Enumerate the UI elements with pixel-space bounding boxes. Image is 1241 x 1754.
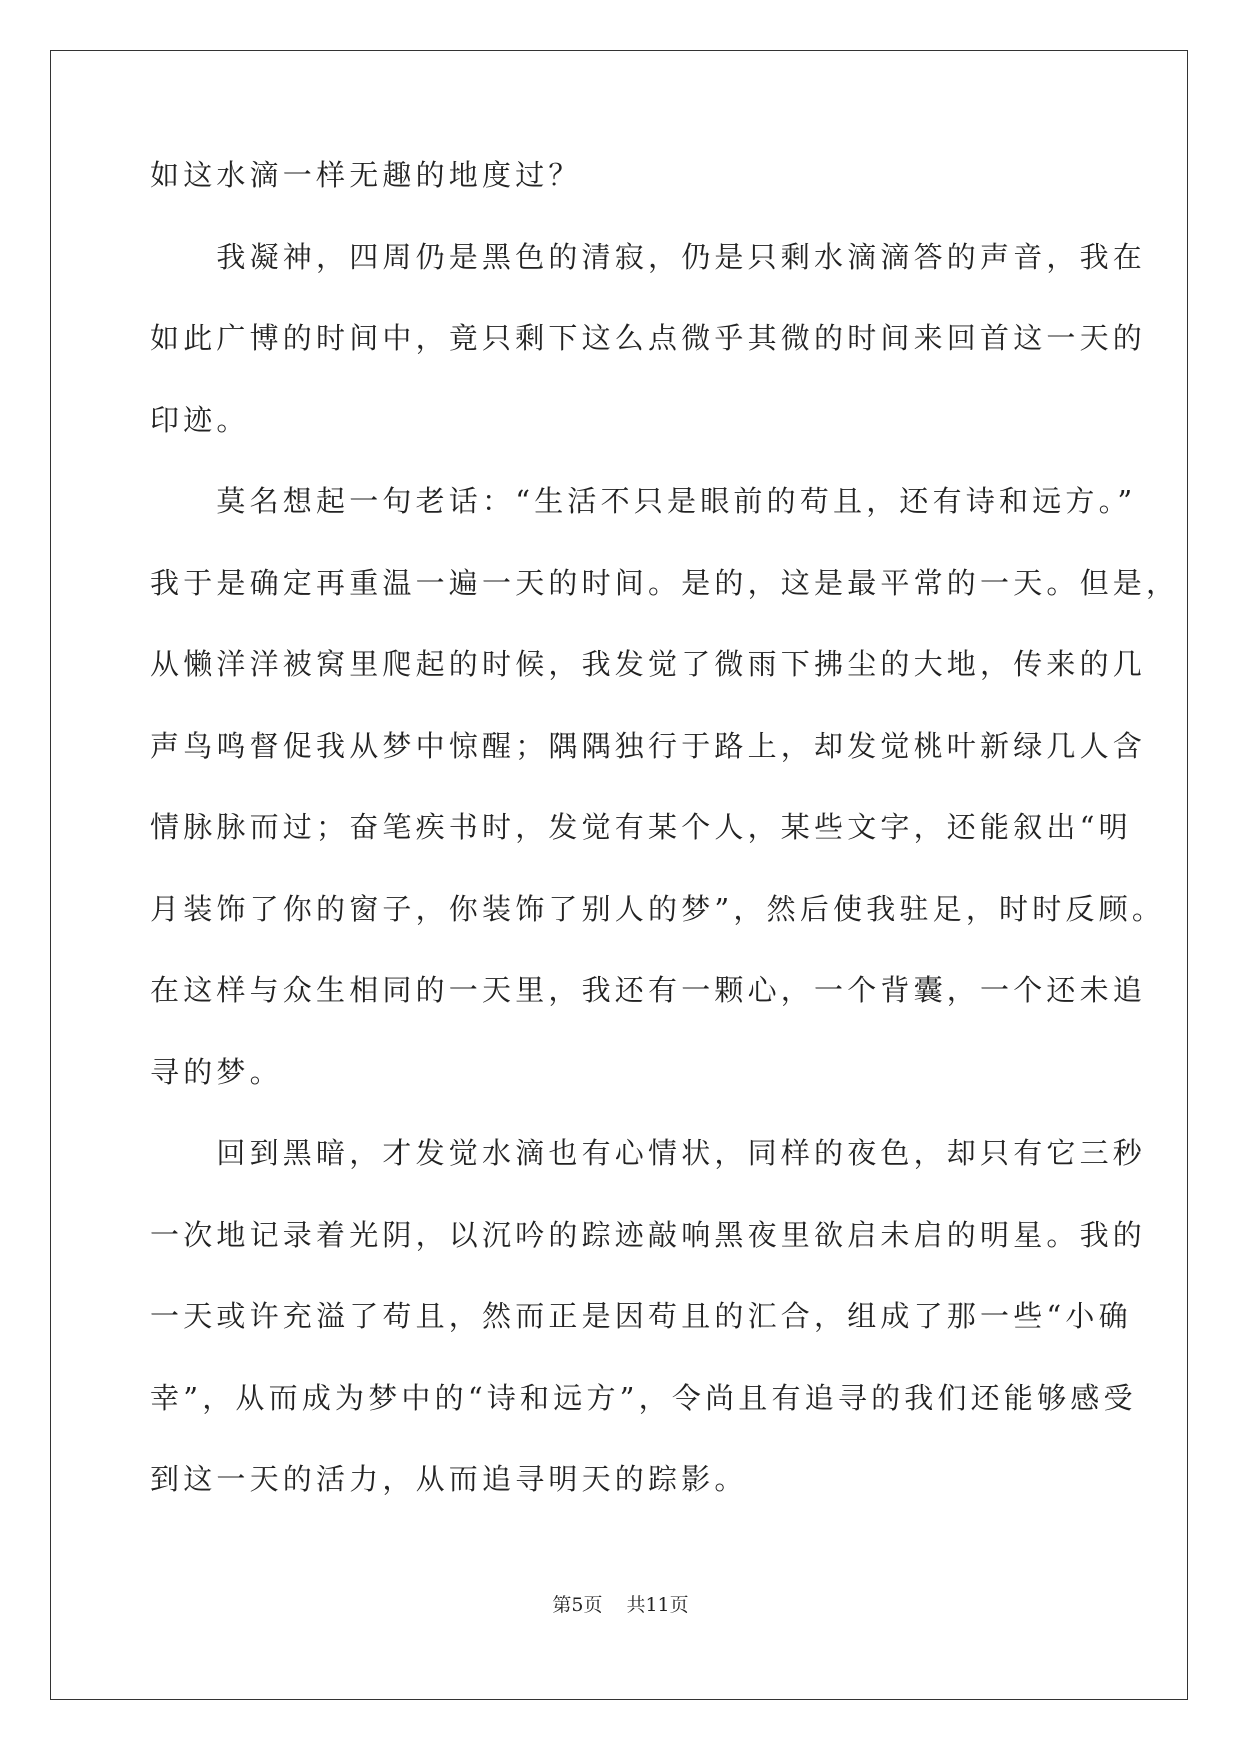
page-total: 共11页 [626,1594,689,1616]
text-line: 在这样与众生相同的一天里，我还有一颗心，一个背囊，一个还未追 [150,973,1147,1007]
text-line: 情脉脉而过；奋笔疾书时，发觉有某个人，某些文字，还能叙出“明 [150,810,1132,844]
text-line: 声鸟鸣督促我从梦中惊醒；隅隅独行于路上，却发觉桃叶新绿几人含 [150,728,1147,763]
text-line: 回到黑暗，才发觉水滴也有心情状，同样的夜色，却只有它三秒 [150,1136,1147,1170]
text-line: 印迹。 [150,402,250,437]
page-number: 第5页 [552,1594,603,1616]
text-line: 寻的梦。 [150,1054,283,1089]
page-footer [0,1590,1241,1617]
text-line: 幸”，从而成为梦中的“诗和远方”，令尚且有追寻的我们还能够感受 [150,1380,1137,1415]
text-line: 一次地记录着光阴，以沉吟的踪迹敲响黑夜里欲启未启的明星。我的 [150,1217,1147,1252]
document-body [150,158,1180,1546]
text-line: 从懒洋洋被窝里爬起的时候，我发觉了微雨下拂尘的大地，传来的几 [150,647,1147,681]
text-line: 一天或许充溢了苟且，然而正是因苟且的汇合，组成了那一些“小确 [150,1299,1132,1333]
text-line: 莫名想起一句老话：“生活不只是眼前的苟且，还有诗和远方。” [150,484,1137,518]
text-line: 如这水滴一样无趣的地度过？ [150,158,582,192]
text-line: 如此广博的时间中，竟只剩下这么点微乎其微的时间来回首这一天的 [150,321,1147,355]
text-line: 我凝神，四周仍是黑色的清寂，仍是只剩水滴滴答的声音，我在 [150,239,1147,274]
text-line: 到这一天的活力，从而追寻明天的踪影。 [150,1462,748,1496]
text-line: 我于是确定再重温一遍一天的时间。是的，这是最平常的一天。但是， [150,565,1180,600]
text-line: 月装饰了你的窗子，你装饰了别人的梦”，然后使我驻足，时时反顾。 [150,891,1166,926]
